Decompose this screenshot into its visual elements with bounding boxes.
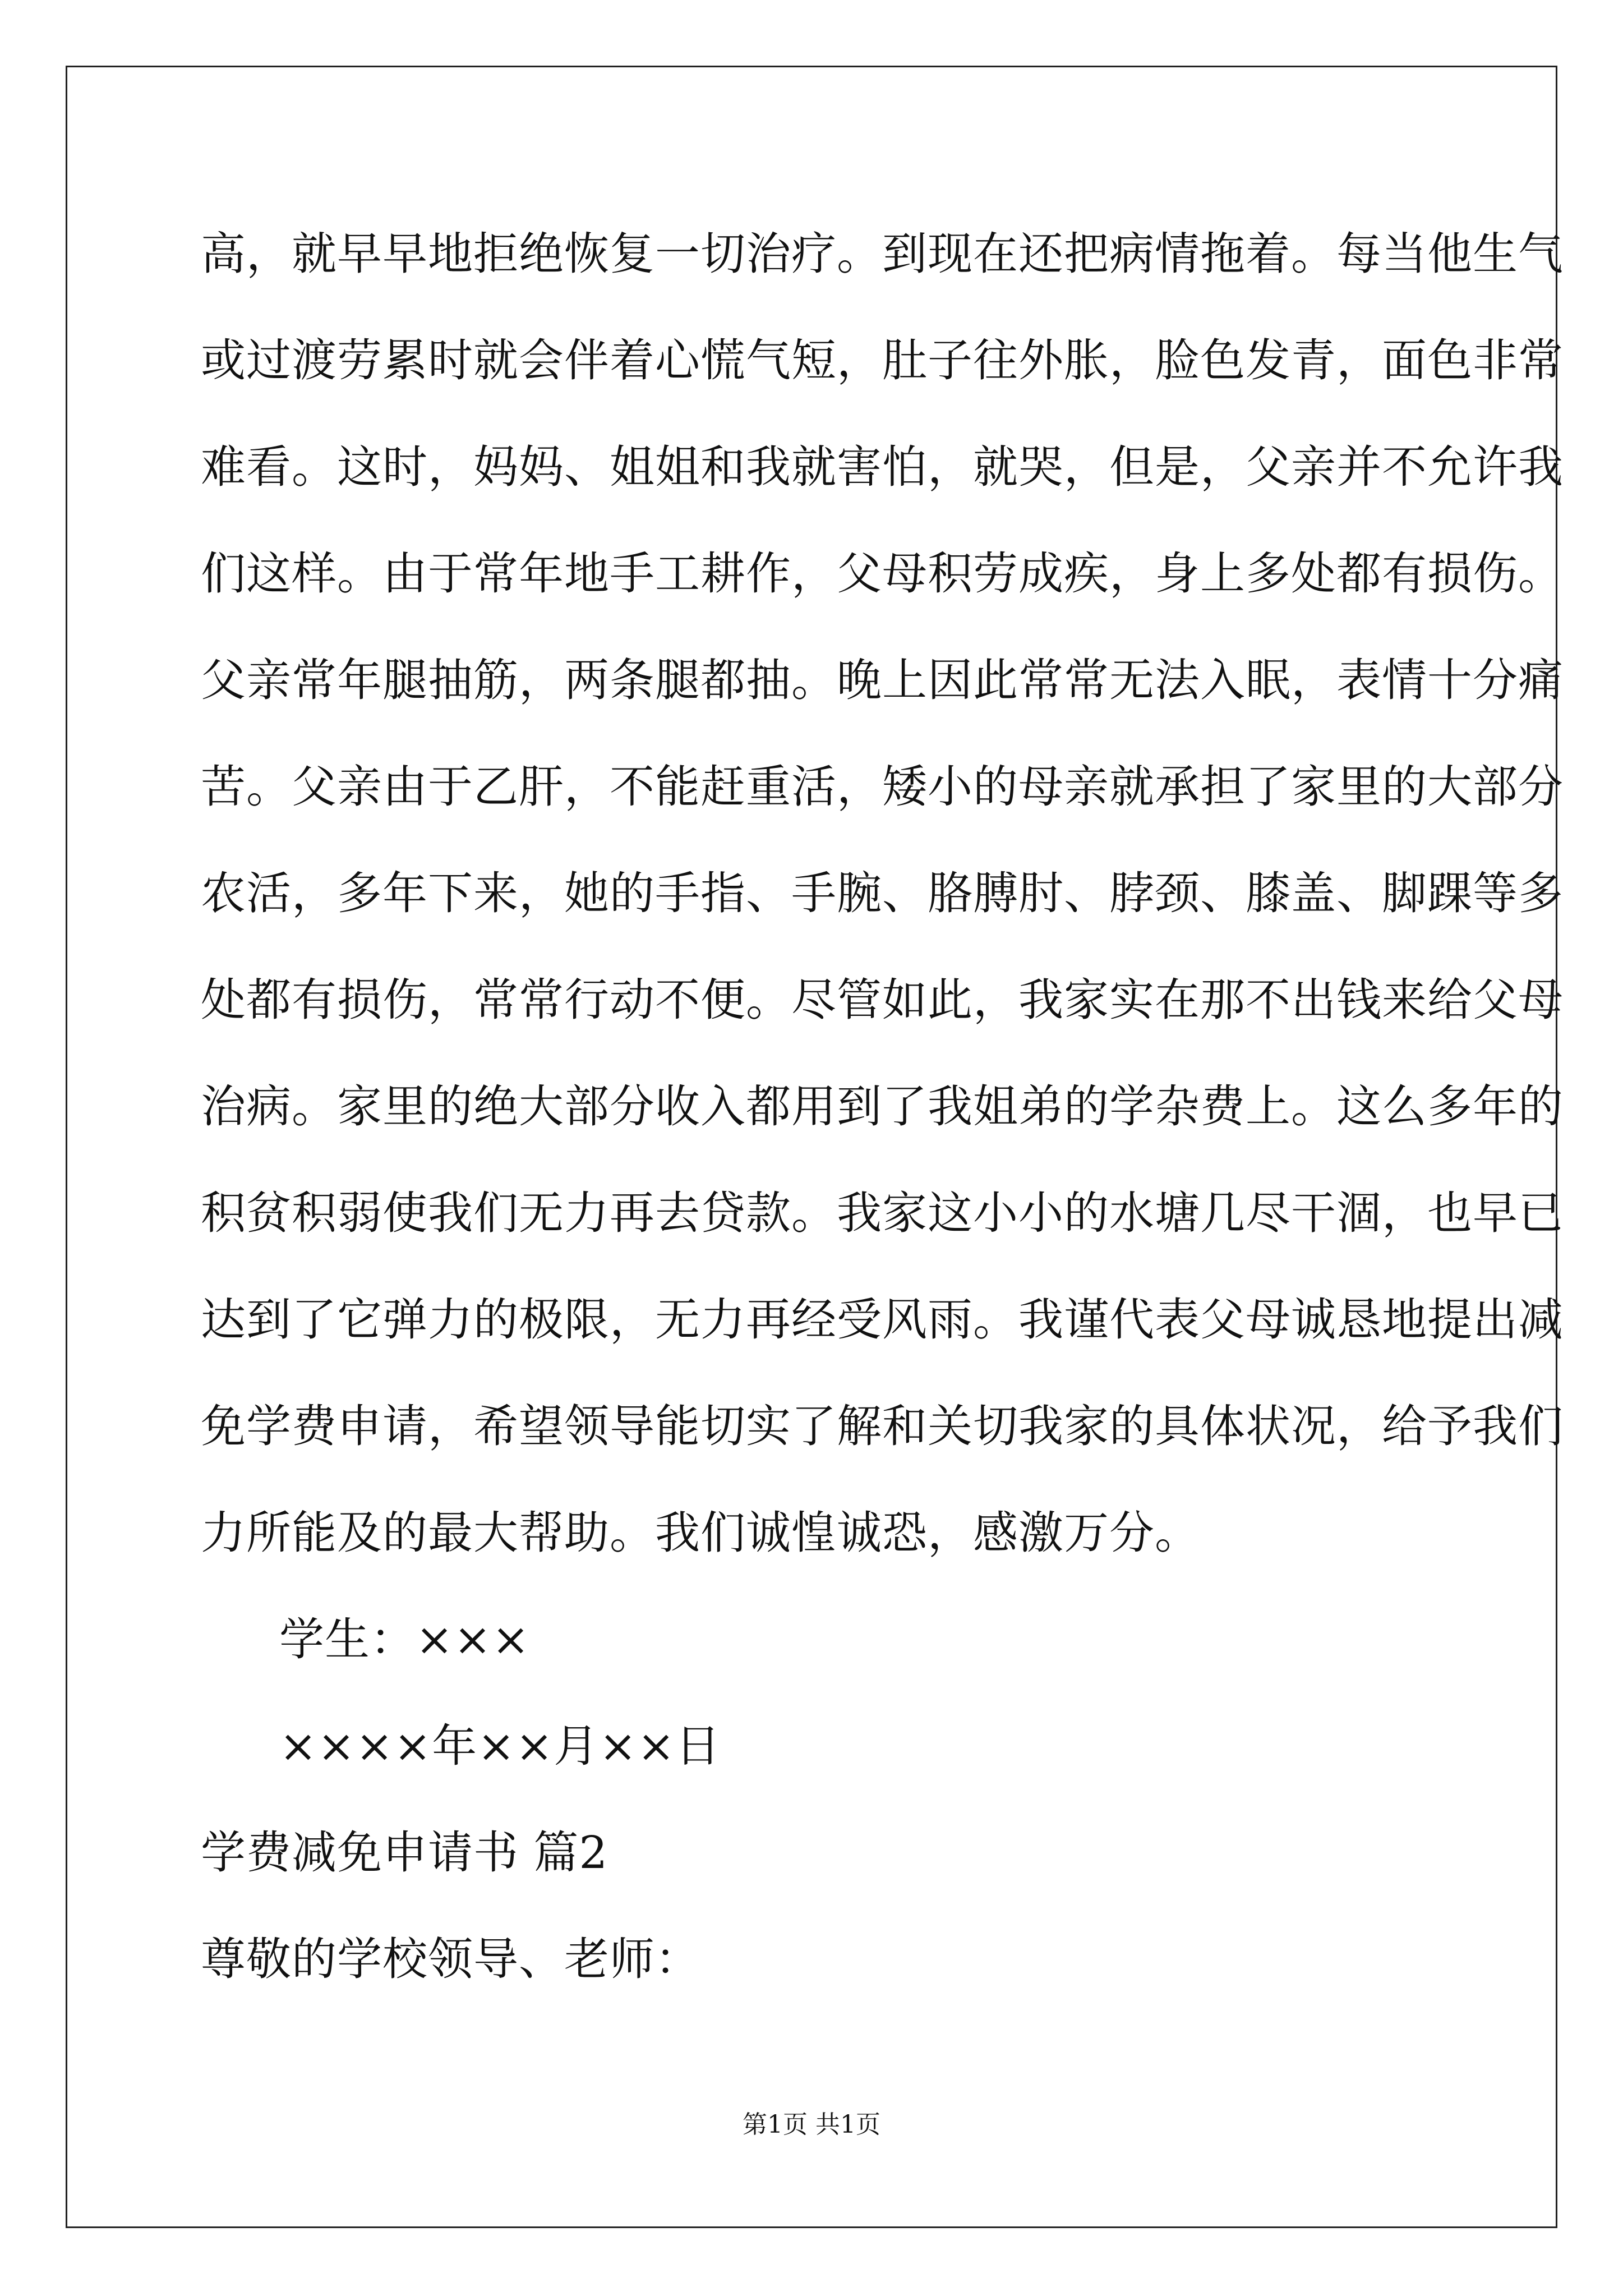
- paragraph-line: 积贫积弱使我们无力再去贷款。我家这小小的水塘几尽干涸，也早已: [201, 1187, 1564, 1239]
- paragraph-line: 免学费申请，希望领导能切实了解和关切我家的具体状况，给予我们: [201, 1400, 1564, 1452]
- signature-line: 学生：×××: [279, 1613, 531, 1665]
- paragraph-line: 力所能及的最大帮助。我们诚惶诚恐，感激万分。: [201, 1507, 1200, 1559]
- paragraph-line: 达到了它弹力的极限，无力再经受风雨。我谨代表父母诚恳地提出减: [201, 1294, 1564, 1346]
- paragraph-line: 难看。这时，妈妈、姐姐和我就害怕，就哭，但是，父亲并不允许我: [201, 441, 1564, 493]
- paragraph-line: 或过渡劳累时就会伴着心慌气短，肚子往外胀，脸色发青，面色非常: [201, 334, 1564, 386]
- page-border: [66, 66, 1557, 2228]
- salutation: 尊敬的学校领导、老师：: [201, 1933, 700, 1985]
- section-title: 学费减免申请书 篇2: [201, 1826, 608, 1879]
- date-line: ××××年××月××日: [279, 1720, 721, 1772]
- paragraph-line: 处都有损伤，常常行动不便。尽管如此，我家实在那不出钱来给父母: [201, 974, 1564, 1026]
- page-footer: 第1页 共1页: [743, 2110, 880, 2139]
- paragraph-line: 们这样。由于常年地手工耕作，父母积劳成疾，身上多处都有损伤。: [201, 547, 1564, 600]
- paragraph-line: 苦。父亲由于乙肝，不能赶重活，矮小的母亲就承担了家里的大部分: [201, 761, 1564, 813]
- paragraph-line: 治病。家里的绝大部分收入都用到了我姐弟的学杂费上。这么多年的: [201, 1080, 1564, 1133]
- paragraph-line: 高，就早早地拒绝恢复一切治疗。到现在还把病情拖着。每当他生气: [201, 228, 1564, 280]
- paragraph-line: 父亲常年腿抽筋，两条腿都抽。晚上因此常常无法入眠，表情十分痛: [201, 654, 1564, 706]
- paragraph-line: 农活，多年下来，她的手指、手腕、胳膊肘、脖颈、膝盖、脚踝等多: [201, 867, 1564, 919]
